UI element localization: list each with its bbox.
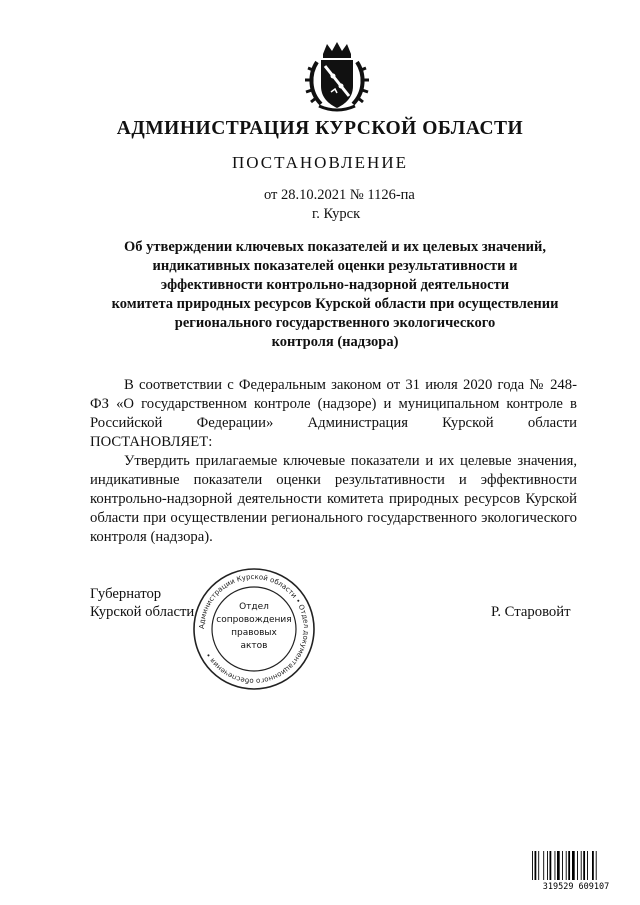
official-stamp [190, 565, 318, 693]
title-line: регионального государственного экологического [174, 315, 496, 331]
document-city: г. Курск [312, 206, 361, 222]
title-line: комитета природных ресурсов Курской области при осуществлении [111, 296, 559, 312]
document-body [90, 376, 577, 547]
stamp-center-line: актов [240, 641, 268, 651]
barcode [530, 851, 622, 891]
document-title [80, 238, 590, 352]
organization-name: АДМИНИСТРАЦИЯ КУРСКОЙ ОБЛАСТИ [116, 118, 524, 139]
stamp-center-line: Отдел [239, 602, 269, 612]
stamp-center-line: сопровождения [216, 615, 292, 625]
title-line: индикативных показателей оценки результативности и [152, 258, 518, 274]
signatory-name: Р. Старовойт [491, 604, 571, 620]
signatory-position-line2: Курской области [90, 604, 195, 620]
body-paragraph-preamble: В соответствии с Федеральным законом от 31 июля 2020 года № 248-ФЗ «О государственном контроле (надзоре) и муниципальном контроле в Российской Федерации» Администрация Курской области ПОСТАНОВЛЯЕТ: [90, 377, 577, 450]
stamp-ring-text: Администрации Курской области • Отдел документационного обеспечения • [197, 572, 311, 686]
coat-of-arms-icon [303, 40, 371, 112]
document-date-number: от 28.10.2021 № 1126-па [264, 187, 415, 203]
document-type: ПОСТАНОВЛЕНИЕ [231, 153, 408, 172]
title-line: эффективности контрольно-надзорной деятельности [160, 277, 510, 293]
barcode-number: 319529 609107 [542, 882, 610, 891]
barcode-bars [532, 851, 597, 880]
signatory-position-line1: Губернатор [90, 586, 162, 602]
title-line: контроля (надзора) [271, 334, 399, 350]
title-line: Об утверждении ключевых показателей и их целевых значений, [123, 239, 547, 255]
body-paragraph-resolution: Утвердить прилагаемые ключевые показатели и их целевые значения, индикативные показатели оценки результативности и эффективности контрольно-надзорной деятельности комитета природных ресурсов Курской области при осуществлении регионального государственного экологического контроля (надзора). [90, 453, 577, 545]
stamp-center-line: правовых [231, 628, 277, 638]
